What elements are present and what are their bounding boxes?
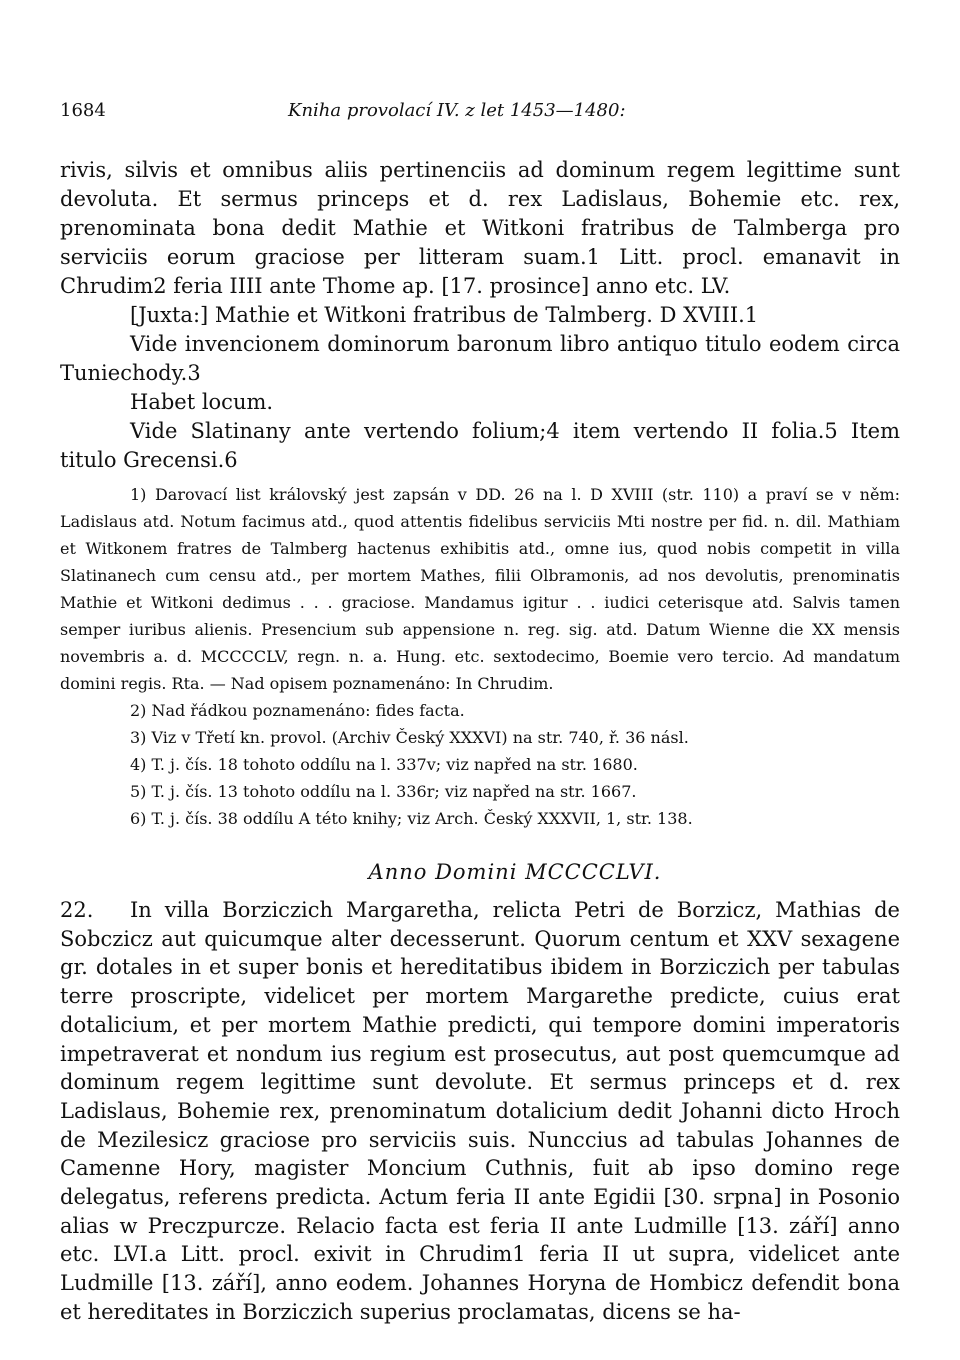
footnote: 3) Viz v Třetí kn. provol. (Archiv Český XXXVI) na str. 740, ř. 36 násl. [130,728,689,747]
entry-22 [60,896,900,1327]
main-text [60,156,900,475]
juxta-line: [Juxta:] Mathie et Witkoni fratribus de Talmberg. D XVIII.1 [130,303,759,327]
document-page [60,100,900,1327]
footnote: 5) T. j. čís. 13 tohoto oddílu na l. 336r; viz napřed na str. 1667. [130,782,637,801]
footnote: 2) Nad řádkou poznamenáno: fides facta. [130,701,465,720]
year-heading: Anno Domini MCCCCLVI. [368,860,662,884]
entry-paragraph [60,896,900,1327]
footnotes [60,481,900,832]
habet-line: Habet locum. [130,390,274,414]
paragraph: rivis, silvis et omnibus aliis pertinenciis ad dominum regem legittime sunt devoluta. Et sermus princeps et d. rex Ladislaus, Bohemie etc. rex, prenominata bona dedit Mathie et Witkoni fratribus de Talmberga pro serviciis eorum graciose per litteram suam.1 Litt. procl. emanavit in Chrudim2 feria IIII ante Thome ap. [17. prosince] anno etc. LV. [60,158,900,298]
reference-line: Vide invencionem dominorum baronum libro antiquo titulo eodem circa Tuniechody.3 [60,332,900,385]
footnote: 4) T. j. čís. 18 tohoto oddílu na l. 337v; viz napřed na str. 1680. [130,755,638,774]
page-number: 1684 [60,100,106,121]
entry-text: In villa Borziczich Margaretha, relicta Petri de Borzicz, Mathias de Sobczicz aut quicumque alter decesserunt. Quorum centum et XXV sexagene gr. dotales in et super bonis et hereditatibus ibidem in Borziczich per tabulas terre proscripte, videlicet per mortem Margarethe predicte, cuius erat dotalicium, et per mortem Mathie predicti, qui tempore domini imperatoris impetraverat et nondum ius regium est prosecutus, aut post quemcumque ad dominum regem legittime sunt devolute. Et sermus princeps et d. rex Ladislaus, Bohemie rex, prenominatum dotalicium dedit Johanni dicto Hroch de Mezilesicz graciose pro serviciis suis. Nunccius ad tabulas Johannes de Camenne Hory, magister Moncium Cuthnis, fuit ab ipso domino rege delegatus, referens predicta. Actum feria II ante Egidii [30. srpna] in Posonio alias w Preczpurcze. Relacio facta est feria II ante Ludmille [13. září] anno etc. LVI.a Litt. procl. exivit in Chrudim1 feria II ut supra, videlicet ante Ludmille [13. září], anno eodem. Johannes Horyna de Hombicz defendit bona et hereditates in Borziczich superius proclamatas, dicens se ha- [60,898,900,1324]
entry-number: 22. [60,898,94,922]
footnote: 1) Darovací list královský jest zapsán v DD. 26 na l. D XVIII (str. 110) a praví se v něm: Ladislaus atd. Notum facimus atd., quod attentis fidelibus serviciis Mti nostre per fid. n. dil. Mathiam et Witkonem fratres de Talmberg hactenus exhibitis atd., omne ius, quod nobis competit in villa Slatinanech cum censu atd., per mortem Mathes, filii Olbramonis, ad nos devolutis, prenominatis Mathie et Witkoni dedimus . . . graciose. Mandamus igitur . . iudici ceterisque atd. Salvis tamen semper iuribus alienis. Presencium sub appensione n. reg. sig. atd. Datum Wienne die XX mensis novembris a. d. MCCCCLV, regn. n. a. Hung. etc. sextodecimo, Boemie vero tercio. Ad mandatum domini regis. Rta. — Nad opisem poznamenáno: In Chrudim. [60,485,900,693]
page-header [60,100,900,130]
running-title: Kniha provolací IV. z let 1453—1480: [288,100,626,121]
reference-line: Vide Slatinany ante vertendo folium;4 item vertendo II folia.5 Item titulo Grecensi.6 [60,419,900,472]
footnote: 6) T. j. čís. 38 oddílu A této knihy; viz Arch. Český XXXVII, 1, str. 138. [130,809,693,828]
